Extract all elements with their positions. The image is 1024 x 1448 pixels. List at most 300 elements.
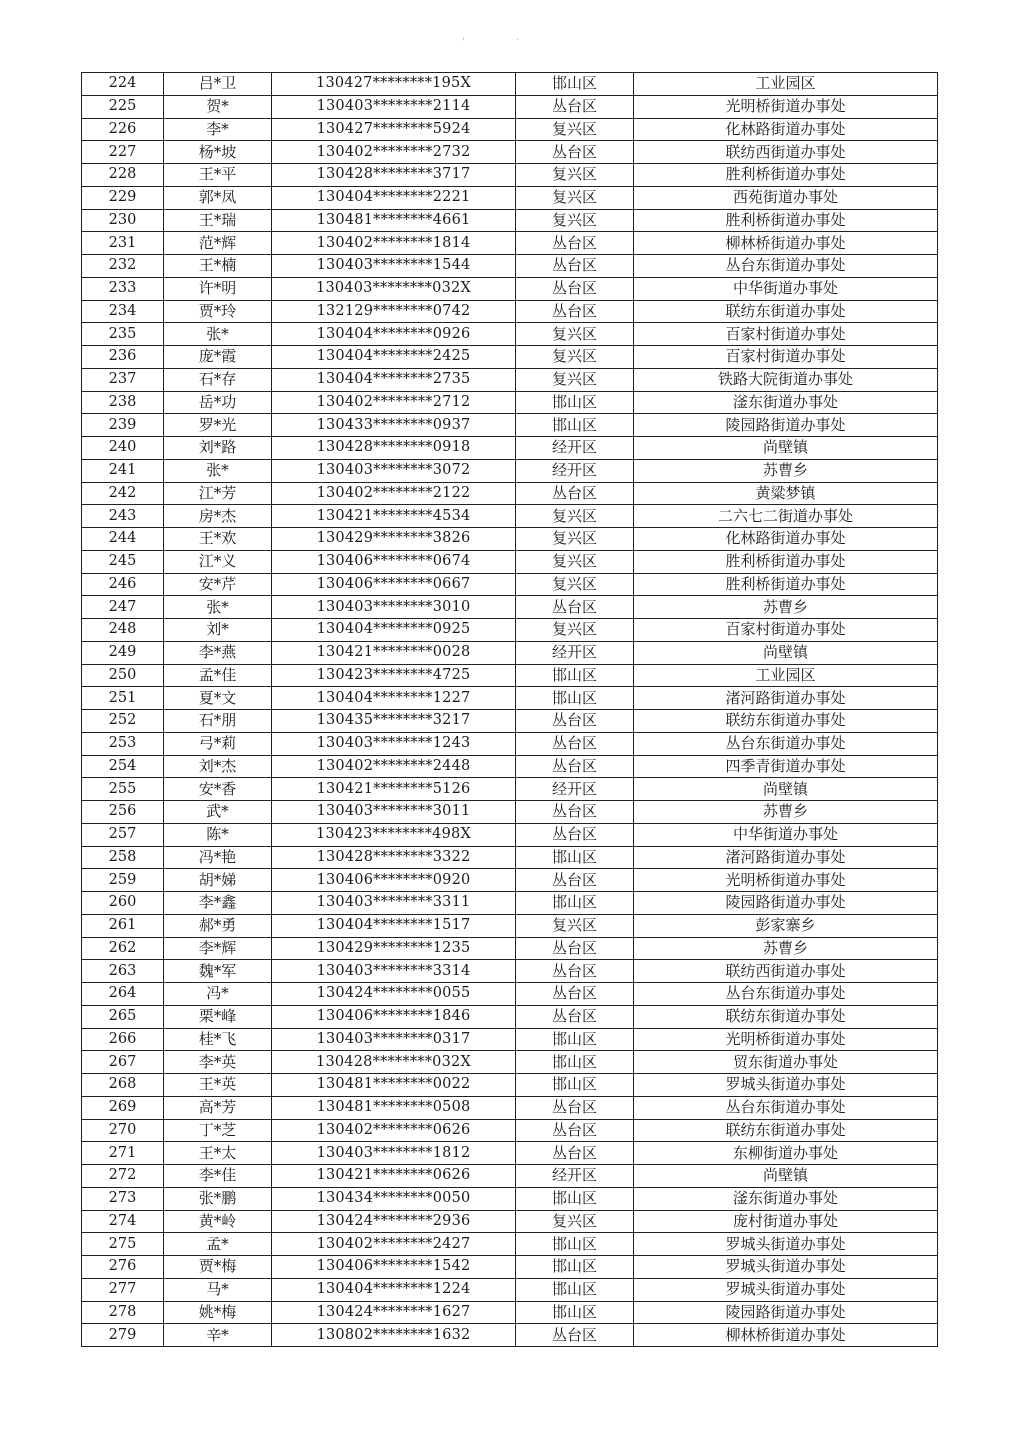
- district-cell: 复兴区: [516, 1210, 634, 1233]
- id-number-cell: 130428********3322: [272, 846, 516, 869]
- district-cell: 丛台区: [516, 1005, 634, 1028]
- table-row: [82, 914, 938, 937]
- name-cell: 李*: [164, 118, 272, 141]
- id-number-cell: 130429********1235: [272, 937, 516, 960]
- row-number-cell: 232: [82, 255, 164, 278]
- district-cell: 丛台区: [516, 801, 634, 824]
- district-cell: 复兴区: [516, 505, 634, 528]
- table-row: [82, 869, 938, 892]
- street-office-cell: 联纺东街道办事处: [634, 1005, 938, 1028]
- street-office-cell: 贸东街道办事处: [634, 1051, 938, 1074]
- street-office-cell: 苏曹乡: [634, 937, 938, 960]
- table-row: [82, 1256, 938, 1279]
- street-office-cell: 丛台东街道办事处: [634, 1096, 938, 1119]
- street-office-cell: 黄粱梦镇: [634, 482, 938, 505]
- table-row: [82, 823, 938, 846]
- street-office-cell: 罗城头街道办事处: [634, 1278, 938, 1301]
- street-office-cell: 化林路街道办事处: [634, 118, 938, 141]
- district-cell: 丛台区: [516, 937, 634, 960]
- name-cell: 张*: [164, 596, 272, 619]
- table-row: [82, 209, 938, 232]
- district-cell: 丛台区: [516, 983, 634, 1006]
- row-number-cell: 279: [82, 1324, 164, 1347]
- row-number-cell: 252: [82, 710, 164, 733]
- table-row: [82, 801, 938, 824]
- row-number-cell: 255: [82, 778, 164, 801]
- street-office-cell: 光明桥街道办事处: [634, 1028, 938, 1051]
- street-office-cell: 滏东街道办事处: [634, 391, 938, 414]
- district-cell: 丛台区: [516, 1096, 634, 1119]
- table-row: [82, 505, 938, 528]
- id-number-cell: 130427********5924: [272, 118, 516, 141]
- name-cell: 弓*莉: [164, 732, 272, 755]
- name-cell: 魏*军: [164, 960, 272, 983]
- name-cell: 杨*坡: [164, 141, 272, 164]
- table-row: [82, 1096, 938, 1119]
- row-number-cell: 240: [82, 437, 164, 460]
- street-office-cell: 柳林桥街道办事处: [634, 232, 938, 255]
- table-row: [82, 983, 938, 1006]
- id-number-cell: 130404********1224: [272, 1278, 516, 1301]
- row-number-cell: 267: [82, 1051, 164, 1074]
- id-number-cell: 130406********1542: [272, 1256, 516, 1279]
- table-row: [82, 937, 938, 960]
- id-number-cell: 130421********5126: [272, 778, 516, 801]
- name-cell: 许*明: [164, 277, 272, 300]
- table-row: [82, 164, 938, 187]
- district-cell: 邯山区: [516, 1187, 634, 1210]
- name-cell: 吕*卫: [164, 73, 272, 96]
- street-office-cell: 苏曹乡: [634, 596, 938, 619]
- street-office-cell: 胜利桥街道办事处: [634, 164, 938, 187]
- id-number-cell: 130435********3217: [272, 710, 516, 733]
- table-row: [82, 118, 938, 141]
- street-office-cell: 柳林桥街道办事处: [634, 1324, 938, 1347]
- table-row: [82, 960, 938, 983]
- district-cell: 邯山区: [516, 1051, 634, 1074]
- street-office-cell: 联纺东街道办事处: [634, 1119, 938, 1142]
- row-number-cell: 243: [82, 505, 164, 528]
- district-cell: 邯山区: [516, 1278, 634, 1301]
- id-number-cell: 132129********0742: [272, 300, 516, 323]
- name-cell: 王*楠: [164, 255, 272, 278]
- table-row: [82, 1005, 938, 1028]
- row-number-cell: 233: [82, 277, 164, 300]
- id-number-cell: 130402********1814: [272, 232, 516, 255]
- row-number-cell: 275: [82, 1233, 164, 1256]
- name-cell: 刘*: [164, 619, 272, 642]
- table-row: [82, 1028, 938, 1051]
- district-cell: 复兴区: [516, 528, 634, 551]
- id-number-cell: 130481********0508: [272, 1096, 516, 1119]
- row-number-cell: 231: [82, 232, 164, 255]
- district-cell: 丛台区: [516, 95, 634, 118]
- roster-body: [82, 73, 938, 1347]
- district-cell: 丛台区: [516, 869, 634, 892]
- id-number-cell: 130429********3826: [272, 528, 516, 551]
- id-number-cell: 130424********2936: [272, 1210, 516, 1233]
- table-row: [82, 186, 938, 209]
- table-row: [82, 437, 938, 460]
- row-number-cell: 258: [82, 846, 164, 869]
- street-office-cell: 百家村街道办事处: [634, 346, 938, 369]
- row-number-cell: 274: [82, 1210, 164, 1233]
- id-number-cell: 130406********1846: [272, 1005, 516, 1028]
- district-cell: 丛台区: [516, 255, 634, 278]
- name-cell: 刘*杰: [164, 755, 272, 778]
- district-cell: 复兴区: [516, 118, 634, 141]
- name-cell: 岳*功: [164, 391, 272, 414]
- name-cell: 栗*峰: [164, 1005, 272, 1028]
- street-office-cell: 丛台东街道办事处: [634, 983, 938, 1006]
- table-row: [82, 573, 938, 596]
- row-number-cell: 259: [82, 869, 164, 892]
- table-row: [82, 846, 938, 869]
- name-cell: 贾*梅: [164, 1256, 272, 1279]
- district-cell: 复兴区: [516, 368, 634, 391]
- district-cell: 丛台区: [516, 1119, 634, 1142]
- row-number-cell: 257: [82, 823, 164, 846]
- row-number-cell: 273: [82, 1187, 164, 1210]
- id-number-cell: 130403********3311: [272, 892, 516, 915]
- table-row: [82, 73, 938, 96]
- row-number-cell: 248: [82, 619, 164, 642]
- street-office-cell: 工业园区: [634, 664, 938, 687]
- id-number-cell: 130424********0055: [272, 983, 516, 1006]
- street-office-cell: 百家村街道办事处: [634, 619, 938, 642]
- district-cell: 邯山区: [516, 664, 634, 687]
- district-cell: 丛台区: [516, 1142, 634, 1165]
- street-office-cell: 工业园区: [634, 73, 938, 96]
- id-number-cell: 130404********0925: [272, 619, 516, 642]
- district-cell: 丛台区: [516, 710, 634, 733]
- id-number-cell: 130421********0028: [272, 641, 516, 664]
- district-cell: 经开区: [516, 778, 634, 801]
- district-cell: 邯山区: [516, 1233, 634, 1256]
- street-office-cell: 罗城头街道办事处: [634, 1233, 938, 1256]
- row-number-cell: 237: [82, 368, 164, 391]
- street-office-cell: 渚河路街道办事处: [634, 687, 938, 710]
- district-cell: 丛台区: [516, 755, 634, 778]
- name-cell: 房*杰: [164, 505, 272, 528]
- name-cell: 冯*艳: [164, 846, 272, 869]
- district-cell: 丛台区: [516, 277, 634, 300]
- id-number-cell: 130404********0926: [272, 323, 516, 346]
- id-number-cell: 130406********0674: [272, 550, 516, 573]
- row-number-cell: 253: [82, 732, 164, 755]
- row-number-cell: 276: [82, 1256, 164, 1279]
- table-row: [82, 619, 938, 642]
- district-cell: 丛台区: [516, 1324, 634, 1347]
- district-cell: 丛台区: [516, 141, 634, 164]
- street-office-cell: 苏曹乡: [634, 459, 938, 482]
- table-row: [82, 255, 938, 278]
- district-cell: 复兴区: [516, 914, 634, 937]
- street-office-cell: 中华街道办事处: [634, 277, 938, 300]
- row-number-cell: 238: [82, 391, 164, 414]
- district-cell: 丛台区: [516, 960, 634, 983]
- street-office-cell: 中华街道办事处: [634, 823, 938, 846]
- roster-table: [81, 72, 938, 1347]
- table-row: [82, 414, 938, 437]
- id-number-cell: 130423********498X: [272, 823, 516, 846]
- district-cell: 经开区: [516, 1165, 634, 1188]
- table-row: [82, 482, 938, 505]
- street-office-cell: 庞村街道办事处: [634, 1210, 938, 1233]
- street-office-cell: 联纺西街道办事处: [634, 960, 938, 983]
- id-number-cell: 130404********1517: [272, 914, 516, 937]
- row-number-cell: 254: [82, 755, 164, 778]
- table-row: [82, 1301, 938, 1324]
- name-cell: 王*太: [164, 1142, 272, 1165]
- row-number-cell: 256: [82, 801, 164, 824]
- table-row: [82, 300, 938, 323]
- district-cell: 复兴区: [516, 323, 634, 346]
- name-cell: 庞*霞: [164, 346, 272, 369]
- street-office-cell: 彭家寨乡: [634, 914, 938, 937]
- row-number-cell: 239: [82, 414, 164, 437]
- id-number-cell: 130434********0050: [272, 1187, 516, 1210]
- district-cell: 邯山区: [516, 1256, 634, 1279]
- table-row: [82, 1142, 938, 1165]
- row-number-cell: 242: [82, 482, 164, 505]
- street-office-cell: 丛台东街道办事处: [634, 255, 938, 278]
- id-number-cell: 130421********4534: [272, 505, 516, 528]
- table-row: [82, 664, 938, 687]
- id-number-cell: 130403********0317: [272, 1028, 516, 1051]
- id-number-cell: 130428********032X: [272, 1051, 516, 1074]
- id-number-cell: 130481********4661: [272, 209, 516, 232]
- id-number-cell: 130403********3010: [272, 596, 516, 619]
- table-row: [82, 95, 938, 118]
- name-cell: 王*欢: [164, 528, 272, 551]
- name-cell: 丁*芝: [164, 1119, 272, 1142]
- id-number-cell: 130402********2427: [272, 1233, 516, 1256]
- name-cell: 黄*岭: [164, 1210, 272, 1233]
- name-cell: 江*义: [164, 550, 272, 573]
- id-number-cell: 130403********3314: [272, 960, 516, 983]
- id-number-cell: 130424********1627: [272, 1301, 516, 1324]
- district-cell: 复兴区: [516, 186, 634, 209]
- name-cell: 陈*: [164, 823, 272, 846]
- name-cell: 范*辉: [164, 232, 272, 255]
- street-office-cell: 陵园路街道办事处: [634, 414, 938, 437]
- street-office-cell: 尚壁镇: [634, 641, 938, 664]
- id-number-cell: 130403********2114: [272, 95, 516, 118]
- name-cell: 石*存: [164, 368, 272, 391]
- row-number-cell: 278: [82, 1301, 164, 1324]
- table-row: [82, 687, 938, 710]
- id-number-cell: 130402********2712: [272, 391, 516, 414]
- street-office-cell: 四季青街道办事处: [634, 755, 938, 778]
- district-cell: 经开区: [516, 437, 634, 460]
- district-cell: 复兴区: [516, 619, 634, 642]
- name-cell: 张*: [164, 323, 272, 346]
- district-cell: 丛台区: [516, 823, 634, 846]
- street-office-cell: 罗城头街道办事处: [634, 1074, 938, 1097]
- district-cell: 邯山区: [516, 687, 634, 710]
- street-office-cell: 联纺东街道办事处: [634, 710, 938, 733]
- row-number-cell: 225: [82, 95, 164, 118]
- table-row: [82, 1074, 938, 1097]
- table-row: [82, 641, 938, 664]
- name-cell: 刘*路: [164, 437, 272, 460]
- row-number-cell: 250: [82, 664, 164, 687]
- district-cell: 经开区: [516, 459, 634, 482]
- row-number-cell: 224: [82, 73, 164, 96]
- name-cell: 张*: [164, 459, 272, 482]
- name-cell: 李*燕: [164, 641, 272, 664]
- id-number-cell: 130406********0667: [272, 573, 516, 596]
- district-cell: 邯山区: [516, 1028, 634, 1051]
- street-office-cell: 尚壁镇: [634, 778, 938, 801]
- name-cell: 郭*凤: [164, 186, 272, 209]
- name-cell: 孟*: [164, 1233, 272, 1256]
- id-number-cell: 130421********0626: [272, 1165, 516, 1188]
- id-number-cell: 130404********2425: [272, 346, 516, 369]
- id-number-cell: 130404********2735: [272, 368, 516, 391]
- table-row: [82, 1119, 938, 1142]
- table-row: [82, 277, 938, 300]
- row-number-cell: 266: [82, 1028, 164, 1051]
- district-cell: 复兴区: [516, 209, 634, 232]
- table-row: [82, 1187, 938, 1210]
- name-cell: 王*平: [164, 164, 272, 187]
- row-number-cell: 265: [82, 1005, 164, 1028]
- district-cell: 丛台区: [516, 300, 634, 323]
- row-number-cell: 262: [82, 937, 164, 960]
- name-cell: 李*英: [164, 1051, 272, 1074]
- name-cell: 张*鹏: [164, 1187, 272, 1210]
- name-cell: 罗*光: [164, 414, 272, 437]
- row-number-cell: 263: [82, 960, 164, 983]
- table-row: [82, 1324, 938, 1347]
- row-number-cell: 226: [82, 118, 164, 141]
- street-office-cell: 铁路大院街道办事处: [634, 368, 938, 391]
- district-cell: 经开区: [516, 641, 634, 664]
- table-row: [82, 459, 938, 482]
- name-cell: 高*芳: [164, 1096, 272, 1119]
- row-number-cell: 247: [82, 596, 164, 619]
- district-cell: 邯山区: [516, 892, 634, 915]
- street-office-cell: 百家村街道办事处: [634, 323, 938, 346]
- table-row: [82, 778, 938, 801]
- district-cell: 邯山区: [516, 1074, 634, 1097]
- district-cell: 邯山区: [516, 73, 634, 96]
- id-number-cell: 130404********1227: [272, 687, 516, 710]
- street-office-cell: 滏东街道办事处: [634, 1187, 938, 1210]
- scan-speck-right: ·: [516, 35, 520, 46]
- table-row: [82, 528, 938, 551]
- table-row: [82, 755, 938, 778]
- street-office-cell: 二六七二街道办事处: [634, 505, 938, 528]
- name-cell: 胡*娣: [164, 869, 272, 892]
- id-number-cell: 130402********0626: [272, 1119, 516, 1142]
- street-office-cell: 尚壁镇: [634, 437, 938, 460]
- row-number-cell: 246: [82, 573, 164, 596]
- street-office-cell: 陵园路街道办事处: [634, 892, 938, 915]
- table-row: [82, 892, 938, 915]
- row-number-cell: 227: [82, 141, 164, 164]
- name-cell: 桂*飞: [164, 1028, 272, 1051]
- table-row: [82, 1051, 938, 1074]
- id-number-cell: 130423********4725: [272, 664, 516, 687]
- row-number-cell: 260: [82, 892, 164, 915]
- table-row: [82, 1233, 938, 1256]
- row-number-cell: 229: [82, 186, 164, 209]
- table-row: [82, 1278, 938, 1301]
- name-cell: 江*芳: [164, 482, 272, 505]
- name-cell: 马*: [164, 1278, 272, 1301]
- row-number-cell: 264: [82, 983, 164, 1006]
- street-office-cell: 陵园路街道办事处: [634, 1301, 938, 1324]
- row-number-cell: 245: [82, 550, 164, 573]
- table-row: [82, 391, 938, 414]
- street-office-cell: 胜利桥街道办事处: [634, 550, 938, 573]
- table-row: [82, 550, 938, 573]
- name-cell: 贾*玲: [164, 300, 272, 323]
- id-number-cell: 130404********2221: [272, 186, 516, 209]
- row-number-cell: 268: [82, 1074, 164, 1097]
- table-row: [82, 368, 938, 391]
- row-number-cell: 251: [82, 687, 164, 710]
- district-cell: 邯山区: [516, 414, 634, 437]
- street-office-cell: 化林路街道办事处: [634, 528, 938, 551]
- row-number-cell: 241: [82, 459, 164, 482]
- name-cell: 王*英: [164, 1074, 272, 1097]
- name-cell: 李*辉: [164, 937, 272, 960]
- id-number-cell: 130403********3072: [272, 459, 516, 482]
- district-cell: 复兴区: [516, 573, 634, 596]
- row-number-cell: 249: [82, 641, 164, 664]
- district-cell: 复兴区: [516, 346, 634, 369]
- row-number-cell: 235: [82, 323, 164, 346]
- row-number-cell: 272: [82, 1165, 164, 1188]
- name-cell: 辛*: [164, 1324, 272, 1347]
- table-row: [82, 346, 938, 369]
- street-office-cell: 尚壁镇: [634, 1165, 938, 1188]
- street-office-cell: 渚河路街道办事处: [634, 846, 938, 869]
- name-cell: 冯*: [164, 983, 272, 1006]
- row-number-cell: 269: [82, 1096, 164, 1119]
- name-cell: 李*佳: [164, 1165, 272, 1188]
- table-row: [82, 732, 938, 755]
- district-cell: 邯山区: [516, 846, 634, 869]
- street-office-cell: 罗城头街道办事处: [634, 1256, 938, 1279]
- table-row: [82, 141, 938, 164]
- row-number-cell: 236: [82, 346, 164, 369]
- district-cell: 丛台区: [516, 732, 634, 755]
- row-number-cell: 244: [82, 528, 164, 551]
- table-row: [82, 596, 938, 619]
- street-office-cell: 联纺东街道办事处: [634, 300, 938, 323]
- row-number-cell: 234: [82, 300, 164, 323]
- name-cell: 孟*佳: [164, 664, 272, 687]
- district-cell: 邯山区: [516, 391, 634, 414]
- id-number-cell: 130403********032X: [272, 277, 516, 300]
- district-cell: 邯山区: [516, 1301, 634, 1324]
- id-number-cell: 130403********3011: [272, 801, 516, 824]
- street-office-cell: 联纺西街道办事处: [634, 141, 938, 164]
- district-cell: 丛台区: [516, 232, 634, 255]
- row-number-cell: 270: [82, 1119, 164, 1142]
- name-cell: 李*鑫: [164, 892, 272, 915]
- id-number-cell: 130403********1544: [272, 255, 516, 278]
- table-row: [82, 1165, 938, 1188]
- street-office-cell: 西苑街道办事处: [634, 186, 938, 209]
- id-number-cell: 130403********1243: [272, 732, 516, 755]
- row-number-cell: 230: [82, 209, 164, 232]
